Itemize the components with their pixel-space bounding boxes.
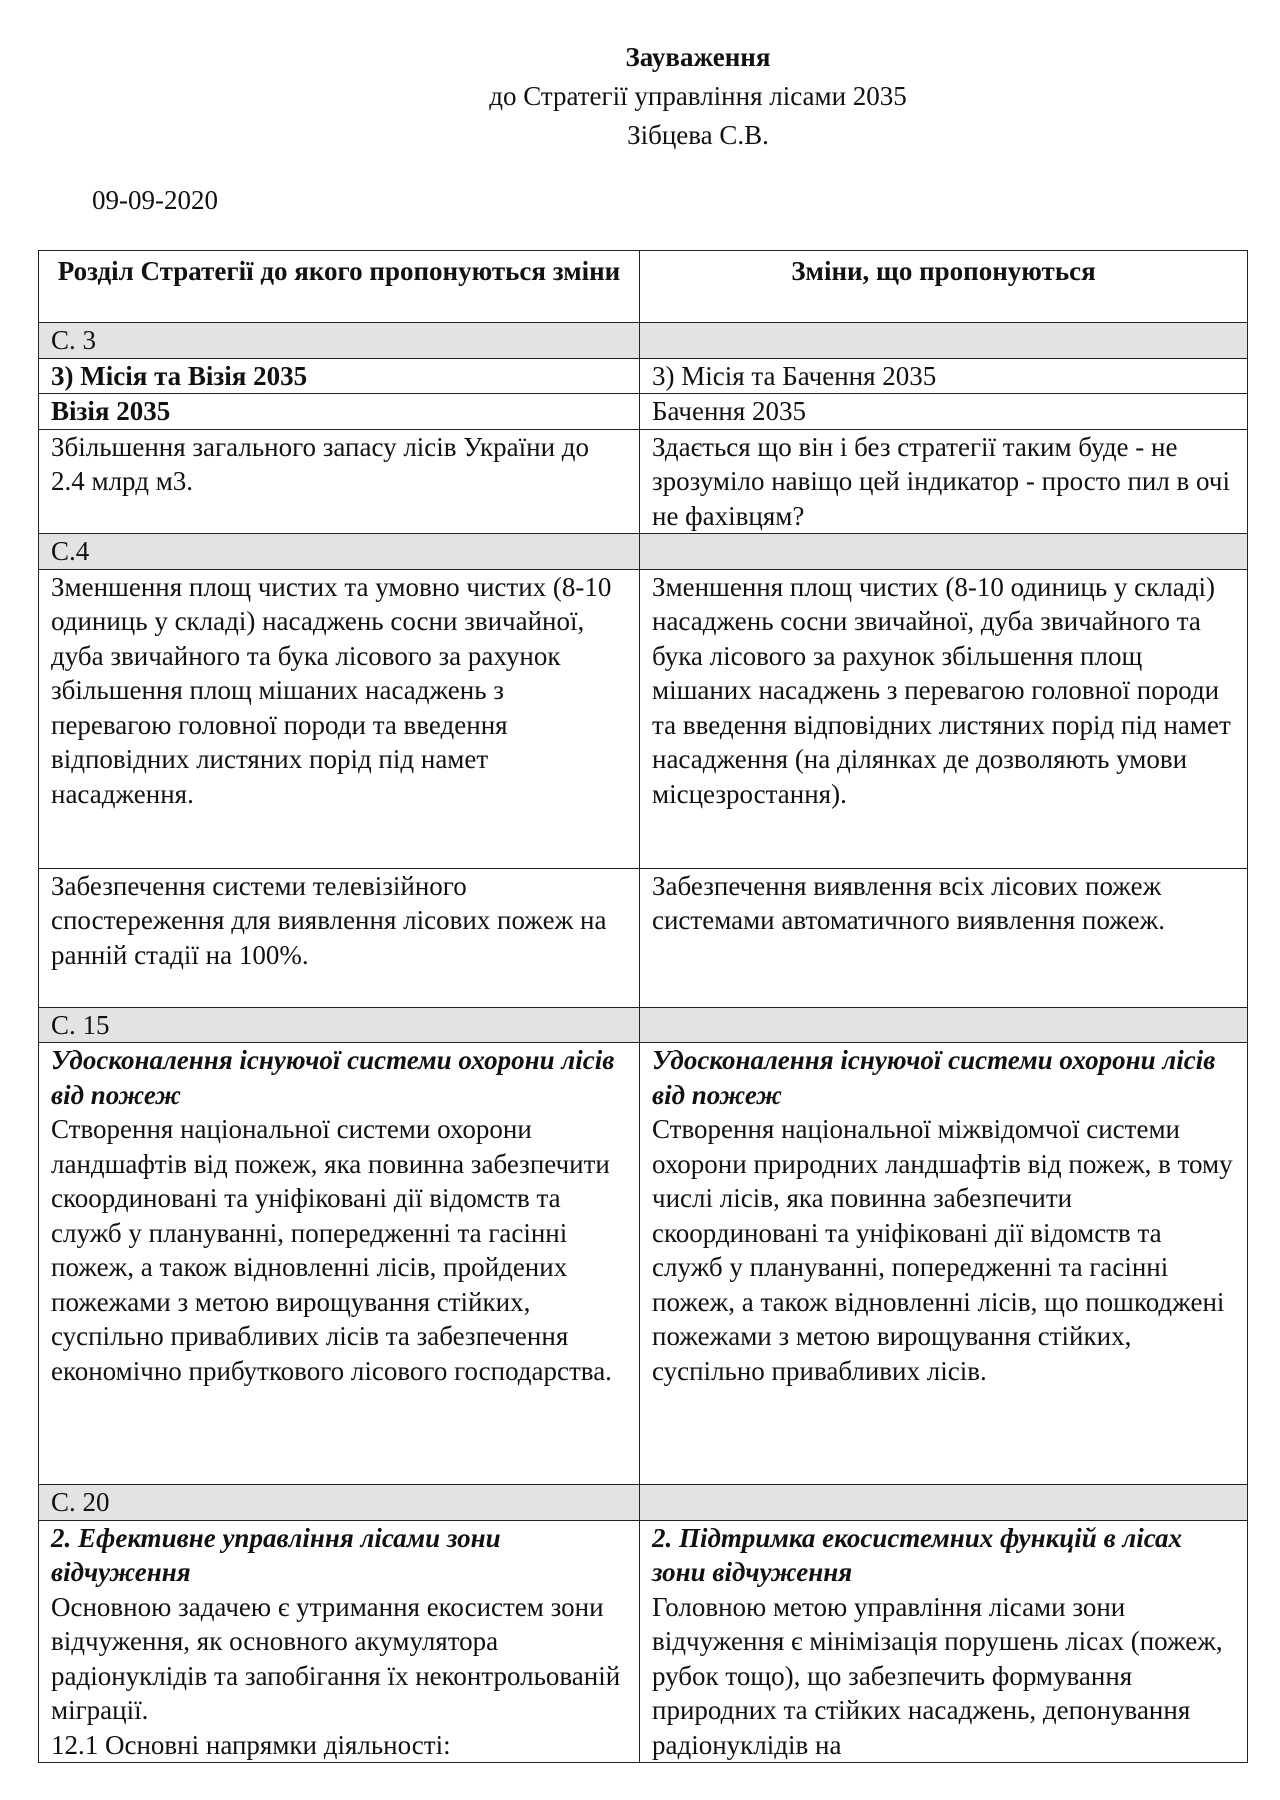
table-row — [39, 358, 1248, 394]
original-subheading: 2. Ефективне управління лісами зони відчуження — [51, 1522, 501, 1587]
column-header-section: Розділ Стратегії до якого пропонуються зміни — [39, 251, 640, 323]
proposed-text-cell: Зменшення площ чистих (8-10 одиниць у складі) насаджень сосни звичайної, дуба звичайного та бука лісового за рахунок збільшення площ мішаних насаджень з перевагою головної породи та введення відповідних листяних порід під намет насадження (на ділянках де дозволяють умови місцезростання). — [640, 569, 1248, 868]
original-paragraph: Створення національної системи охорони ландшафтів від пожеж, яка повинна забезпечити скоординовані та уніфіковані дії відомств та служб у плануванні, попередженні та гасінні пожеж, а також відновленні лісів, пройдених пожежами з метою вирощування стійких, суспільно привабливих лісів та забезпечення економічно прибуткового лісового господарства. — [51, 1114, 612, 1386]
section-label: С.4 — [39, 534, 640, 570]
proposed-paragraph: Головною метою управління лісами зони відчуження є мінімізація порушень лісах (пожеж, рубок тощо), що забезпечить формування природних та стійких насаджень, депонування радіонуклідів на — [652, 1591, 1223, 1760]
proposed-text-cell: Здається що він і без стратегії таким буде - не зрозуміло навіщо цей індикатор - просто пил в очі не фахівцям? — [640, 429, 1248, 534]
table-row — [39, 569, 1248, 868]
document-title: Зауваження — [625, 42, 771, 72]
original-paragraph: Основною задачею є утримання екосистем зони відчуження, як основного акумулятора радіонуклідів та запобігання їх неконтрольованій міграції. — [51, 1591, 621, 1725]
section-empty-cell — [640, 1007, 1248, 1043]
document-subtitle: до Стратегії управління лісами 2035 — [489, 81, 907, 111]
section-label: С. 3 — [39, 323, 640, 359]
proposed-paragraph: Створення національної міжвідомчої системи охорони природних ландшафтів від пожеж, в тому числі лісів, яка повинна забезпечити скоординовані та уніфіковані дії відомств та служб у плануванні, попередженні та гасінні пожеж, а також відновленні лісів, що пошкоджені пожежами з метою вирощування стійких, суспільно привабливих лісів. — [652, 1114, 1233, 1386]
document-author: Зібцева С.В. — [627, 120, 769, 150]
table-row — [39, 1043, 1248, 1485]
original-text-cell: Збільшення загального запасу лісів України до 2.4 млрд м3. — [39, 429, 640, 534]
table-row — [39, 868, 1248, 1007]
proposed-text-cell: Бачення 2035 — [640, 394, 1248, 430]
section-row — [39, 1007, 1248, 1043]
original-text-cell — [39, 1043, 640, 1485]
proposed-text-cell: 3) Місія та Бачення 2035 — [640, 358, 1248, 394]
section-label: С. 20 — [39, 1485, 640, 1521]
proposed-text-cell: Забезпечення виявлення всіх лісових пожеж системами автоматичного виявлення пожеж. — [640, 868, 1248, 1007]
original-text-cell — [39, 1520, 640, 1763]
proposed-subheading: 2. Підтримка екосистемних функцій в лісах зони відчуження — [652, 1522, 1183, 1587]
proposed-text-cell — [640, 1043, 1248, 1485]
original-text-cell: Візія 2035 — [39, 394, 640, 430]
section-empty-cell — [640, 1485, 1248, 1521]
section-label: С. 15 — [39, 1007, 640, 1043]
table-header-row — [39, 251, 1248, 323]
section-row — [39, 1485, 1248, 1521]
table-row — [39, 429, 1248, 534]
original-text-cell: 3) Місія та Візія 2035 — [39, 358, 640, 394]
proposed-subheading: Удосконалення існуючої системи охорони лісів від пожеж — [652, 1045, 1216, 1110]
original-subheading: Удосконалення існуючої системи охорони лісів від пожеж — [51, 1045, 615, 1110]
comments-table — [38, 250, 1248, 1763]
proposed-text-cell — [640, 1520, 1248, 1763]
column-header-changes: Зміни, що пропонуються — [640, 251, 1248, 323]
original-text-cell: Зменшення площ чистих та умовно чистих (8-10 одиниць у складі) насаджень сосни звичайної, дуба звичайного та бука лісового за рахунок збільшення площ мішаних насаджень з перевагою головної породи та введення відповідних листяних порід під намет насадження. — [39, 569, 640, 868]
original-paragraph-extra: 12.1 Основні напрямки діяльності: — [51, 1729, 451, 1760]
section-empty-cell — [640, 534, 1248, 570]
section-empty-cell — [640, 323, 1248, 359]
original-text-cell: Забезпечення системи телевізійного спостереження для виявлення лісових пожеж на ранній стадії на 100%. — [39, 868, 640, 1007]
table-row — [39, 394, 1248, 430]
table-row — [39, 1520, 1248, 1763]
section-row — [39, 323, 1248, 359]
document-date: 09-09-2020 — [92, 185, 218, 215]
section-row — [39, 534, 1248, 570]
